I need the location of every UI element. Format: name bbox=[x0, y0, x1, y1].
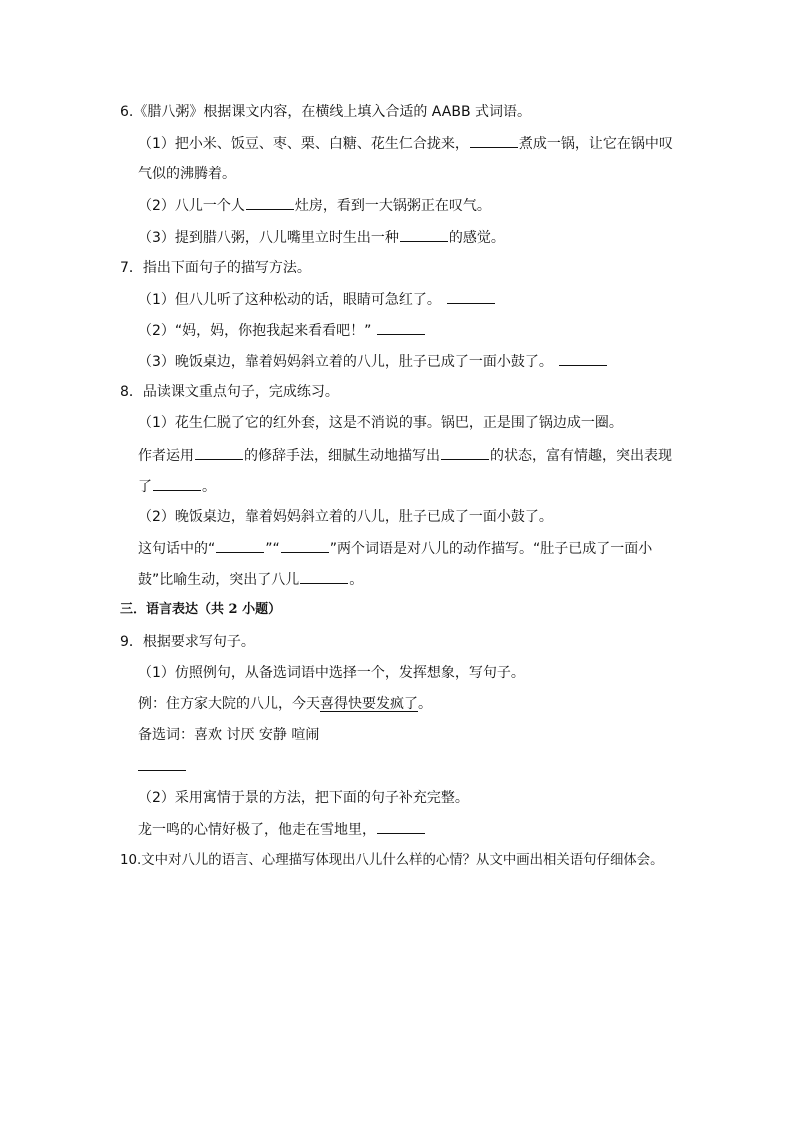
q7-part1: （1）但八儿听了这种松动的话，眼睛可急红了。 bbox=[138, 289, 496, 310]
q6-stem: 6.《腊八粥》根据课文内容，在横线上填入合适的 AABB 式词语。 bbox=[120, 104, 532, 120]
section-heading: 三．语言表达（共 2 小题） bbox=[120, 602, 282, 617]
answer-blank[interactable] bbox=[300, 569, 348, 584]
q6-part1: （1）把小米、饭豆、枣、栗、白糖、花生仁合拢来， 煮成一锅，让它在锅中叹 bbox=[138, 133, 673, 154]
answer-blank[interactable] bbox=[281, 538, 329, 553]
q8-part1: （1）花生仁脱了它的红外套，这是不消说的事。锅巴，正是围了锅边成一圈。 bbox=[138, 415, 623, 431]
q6-part2: （2）八儿一个人 灶房，看到一大锅粥正在叹气。 bbox=[138, 195, 491, 216]
q7-part2: （2）“妈，妈，你抱我起来看看吧！” bbox=[138, 320, 426, 341]
q9-part1: （1）仿照例句，从备选词语中选择一个，发挥想象，写句子。 bbox=[138, 665, 525, 681]
answer-blank[interactable] bbox=[559, 351, 607, 366]
answer-blank[interactable] bbox=[153, 476, 201, 491]
answer-blank[interactable] bbox=[138, 756, 186, 771]
q6-part3: （3）提到腊八粥，八儿嘴里立时生出一种 的感觉。 bbox=[138, 227, 505, 248]
q8-stem: 8．品读课文重点句子，完成练习。 bbox=[120, 384, 339, 400]
answer-blank[interactable] bbox=[470, 133, 518, 148]
answer-blank[interactable] bbox=[441, 445, 489, 460]
answer-blank[interactable] bbox=[400, 227, 448, 242]
q9-part2-sentence: 龙一鸣的心情好极了，他走在雪地里， bbox=[138, 819, 426, 840]
q9-stem: 9．根据要求写句子。 bbox=[120, 634, 255, 650]
q8-part1-question: 作者运用 的修辞手法，细腻生动地描写出 的状态，富有情趣，突出表现 bbox=[138, 445, 672, 466]
answer-blank[interactable] bbox=[246, 195, 294, 210]
q6-part1-cont: 气似的沸腾着。 bbox=[138, 166, 236, 182]
q8-part2-question-cont: 鼓”比喻生动，突出了八儿 。 bbox=[138, 569, 363, 590]
q9-answer-line bbox=[138, 756, 186, 777]
answer-blank[interactable] bbox=[377, 320, 425, 335]
answer-blank[interactable] bbox=[377, 819, 425, 834]
answer-blank[interactable] bbox=[195, 445, 243, 460]
answer-blank[interactable] bbox=[216, 538, 264, 553]
example-underlined-phrase: 喜得快要发疯了 bbox=[320, 696, 418, 712]
q7-part3: （3）晚饭桌边，靠着妈妈斜立着的八儿，肚子已成了一面小鼓了。 bbox=[138, 351, 608, 372]
q9-part2: （2）采用寓情于景的方法，把下面的句子补充完整。 bbox=[138, 790, 469, 806]
q7-stem: 7．指出下面句子的描写方法。 bbox=[120, 260, 311, 276]
q9-options: 备选词：喜欢 讨厌 安静 喧闹 bbox=[138, 727, 320, 743]
answer-blank[interactable] bbox=[447, 289, 495, 304]
q10-stem: 10.文中对八儿的语言、心理描写体现出八儿什么样的心情？从文中画出相关语句仔细体会。 bbox=[120, 853, 664, 868]
q8-part2: （2）晚饭桌边，靠着妈妈斜立着的八儿，肚子已成了一面小鼓了。 bbox=[138, 509, 553, 525]
q8-part1-question-cont: 了 。 bbox=[138, 476, 216, 497]
q8-part2-question: 这句话中的“ ”“ ”两个词语是对八儿的动作描写。“肚子已成了一面小 bbox=[138, 538, 652, 559]
q9-example: 例：住方家大院的八儿，今天喜得快要发疯了。 bbox=[138, 696, 432, 712]
